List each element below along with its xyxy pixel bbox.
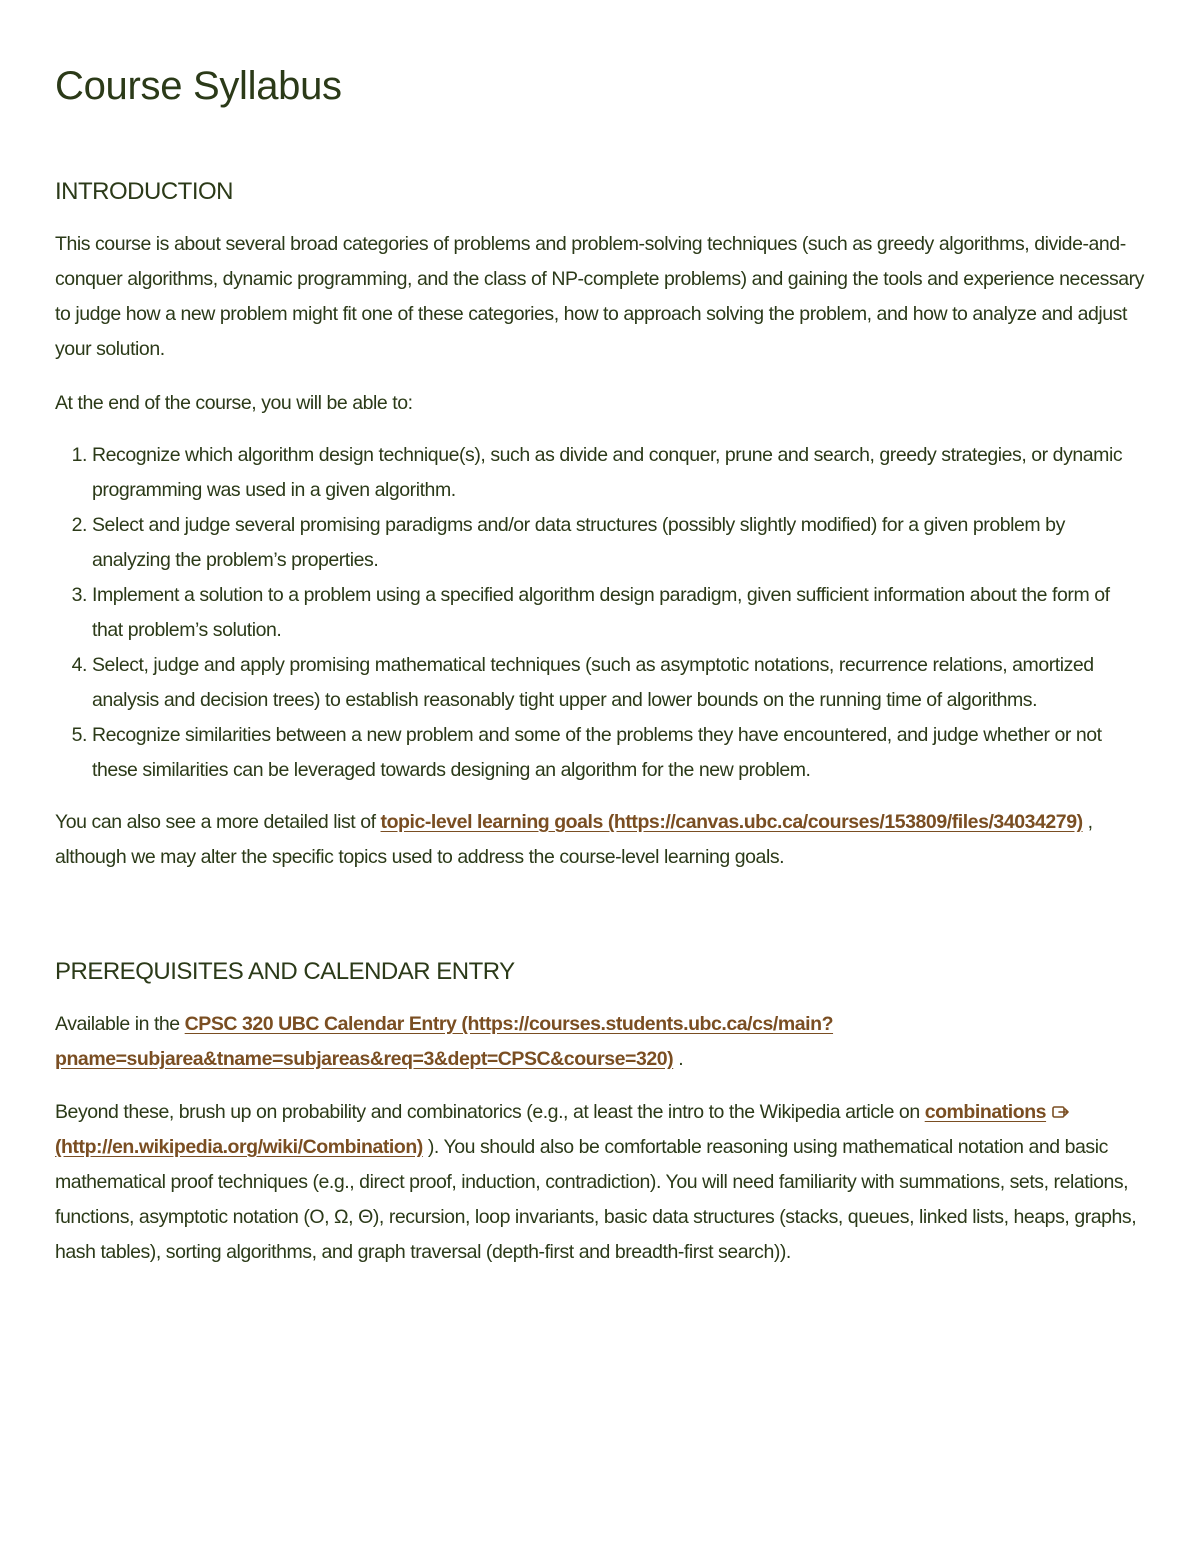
learning-goal-item: 4. Select, judge and apply promising mathematical techniques (such as asymptotic notations, recurrence relations, amortized analysis and decision trees) to establish reasonably tight upper and lower bounds on the running time of algorithms. <box>92 648 1145 718</box>
background-prefix: Beyond these, brush up on probability and combinatorics (e.g., at least the intro to the Wikipedia article on <box>55 1101 925 1123</box>
detailed-goals-suffix: , although we may alter the specific topics used to address the course-level learning goals. <box>55 811 1093 868</box>
detailed-goals-paragraph <box>55 805 1145 875</box>
detailed-goals-prefix: You can also see a more detailed list of <box>55 811 381 833</box>
prerequisites-heading: PREREQUISITES AND CALENDAR ENTRY <box>55 958 515 985</box>
background-paragraph <box>55 1095 1145 1270</box>
page-title: Course Syllabus <box>55 64 342 108</box>
introduction-heading: INTRODUCTION <box>55 178 233 205</box>
combinations-link-url: (http://en.wikipedia.org/wiki/Combination) <box>55 1136 423 1158</box>
combinations-link-label: combinations <box>924 1101 1047 1123</box>
calendar-entry-link[interactable]: CPSC 320 UBC Calendar Entry (https://courses.students.ubc.ca/cs/main?pname=subjarea&tname=subjareas&req=3&dept=CPSC&course=320) <box>55 1013 834 1070</box>
external-link-icon <box>1052 1105 1070 1119</box>
syllabus-page <box>55 58 1145 1270</box>
topic-level-learning-goals-link[interactable]: topic-level learning goals (https://canvas.ubc.ca/courses/153809/files/34034279) <box>380 811 1083 833</box>
learning-goals-list <box>55 438 1145 788</box>
learning-goal-item: 1. Recognize which algorithm design technique(s), such as divide and conquer, prune and search, greedy strategies, or dynamic programming was used in a given algorithm. <box>92 438 1145 508</box>
calendar-entry-suffix: . <box>673 1048 684 1070</box>
calendar-entry-prefix: Available in the <box>55 1013 185 1035</box>
background-suffix: ). You should also be comfortable reasoning using mathematical notation and basic mathematical proof techniques (e.g., direct proof, induction, contradiction). You will need familiarity with summations, sets, relations, functions, asymptotic notation (O, Ω, Θ), recursion, loop invariants, basic data structures (stacks, queues, linked lists, heaps, graphs, hash tables), sorting algorithms, and graph traversal (depth-first and breadth-first search)). <box>55 1136 1137 1263</box>
learning-goal-item: 3. Implement a solution to a problem using a specified algorithm design paradigm, given sufficient information about the form of that problem’s solution. <box>92 578 1145 648</box>
learning-goal-item: 2. Select and judge several promising paradigms and/or data structures (possibly slightly modified) for a given problem by analyzing the problem’s properties. <box>92 508 1145 578</box>
introduction-paragraph: This course is about several broad categories of problems and problem-solving techniques (such as greedy algorithms, divide-and-conquer algorithms, dynamic programming, and the class of NP-complete problems) and gaining the tools and experience necessary to judge how a new problem might fit one of these categories, how to approach solving the problem, and how to analyze and adjust your solution. <box>55 233 1144 360</box>
learning-goal-item: 5. Recognize similarities between a new problem and some of the problems they have encountered, and judge whether or not these similarities can be leveraged towards designing an algorithm for the new problem. <box>92 718 1145 788</box>
learning-goals-lead-in: At the end of the course, you will be able to: <box>55 392 413 414</box>
calendar-entry-paragraph <box>55 1007 1145 1077</box>
